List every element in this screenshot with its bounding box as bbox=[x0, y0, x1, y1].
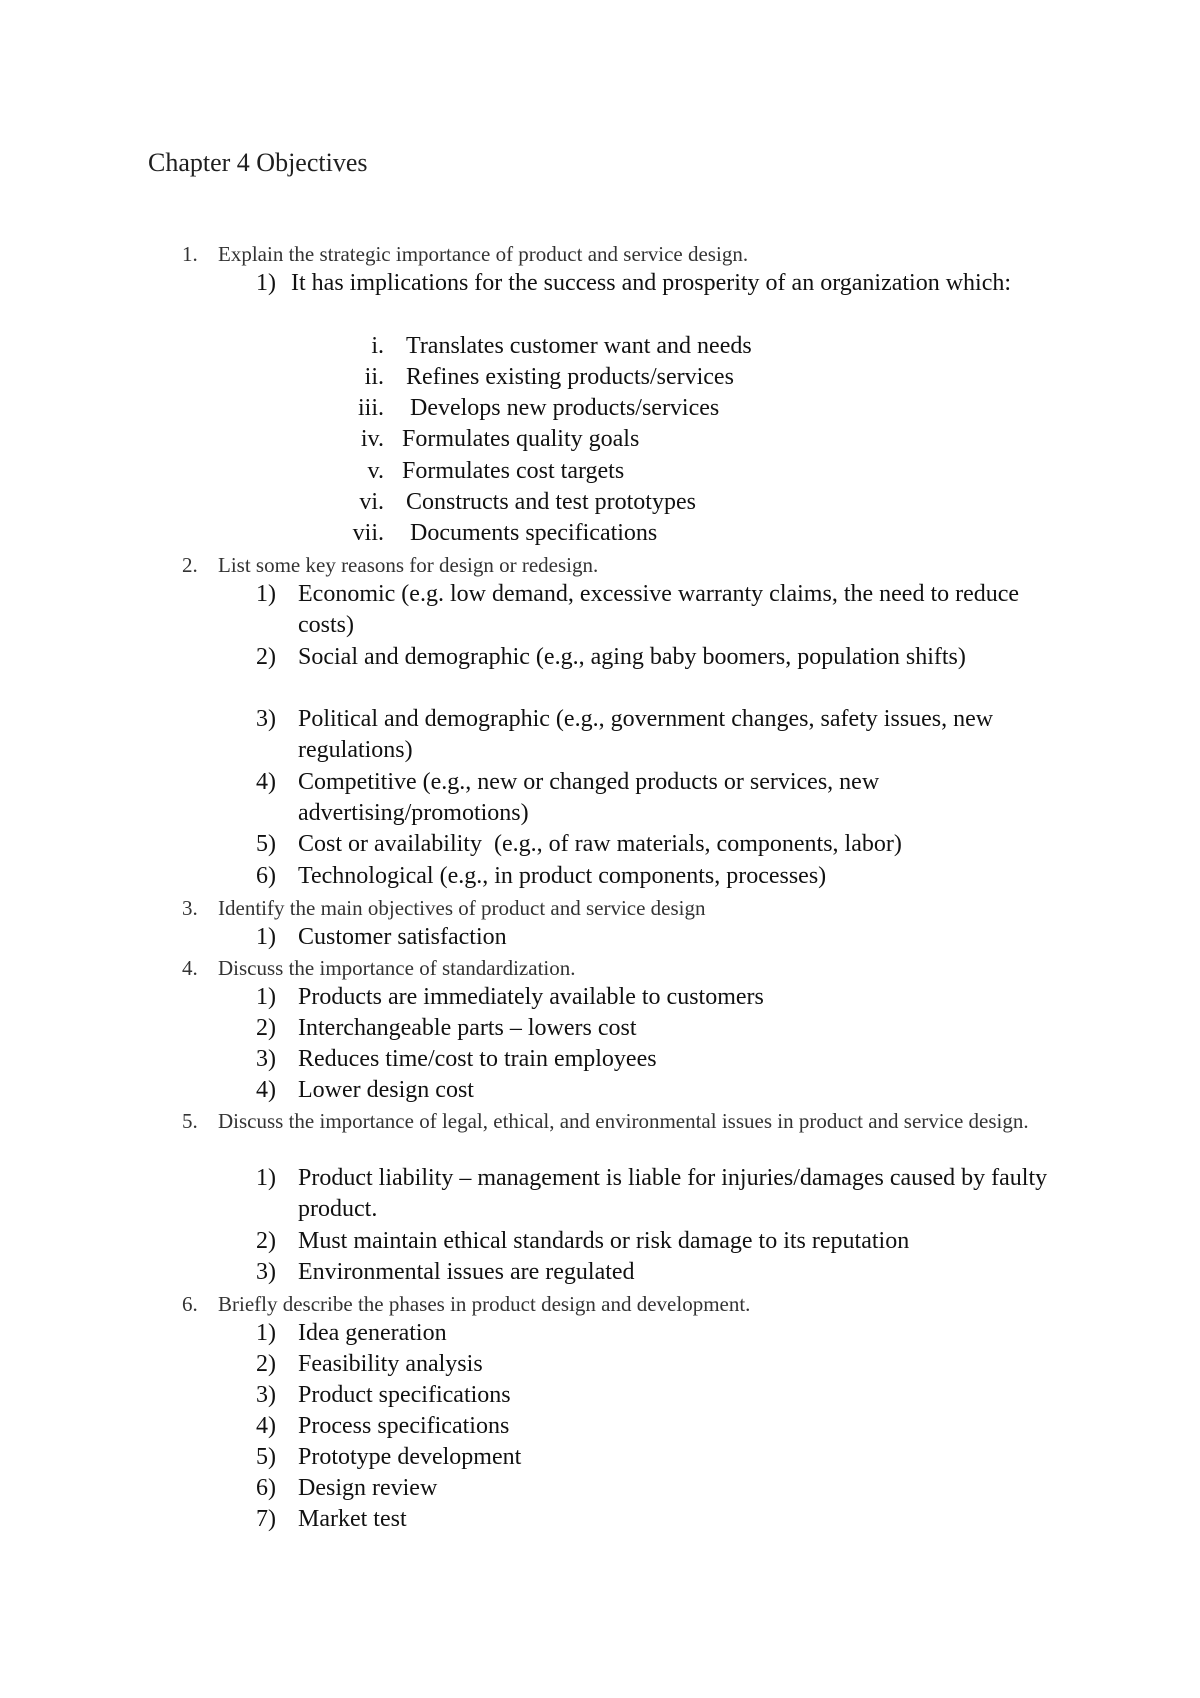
question-text: List some key reasons for design or redesign. bbox=[218, 553, 599, 577]
question-text: Identify the main objectives of product and service design bbox=[218, 896, 706, 920]
question-number: 1. bbox=[182, 242, 198, 266]
answer-number: 1) bbox=[256, 1165, 276, 1191]
answer-number: 3) bbox=[256, 1382, 276, 1408]
answer-text: Political and demographic (e.g., government changes, safety issues, new regulations) bbox=[298, 706, 994, 763]
question-text: Briefly describe the phases in product design and development. bbox=[218, 1292, 751, 1316]
sub-item-text: Refines existing products/services bbox=[406, 364, 734, 390]
answer-text: Market test bbox=[298, 1506, 407, 1532]
answer-text: Social and demographic (e.g., aging baby boomers, population shifts) bbox=[298, 644, 966, 670]
answer-number: 1) bbox=[256, 984, 276, 1010]
answer-text: Environmental issues are regulated bbox=[298, 1259, 635, 1285]
answer-text: Economic (e.g. low demand, excessive warranty claims, the need to reduce costs) bbox=[298, 581, 1020, 638]
answer-text: Idea generation bbox=[298, 1320, 447, 1346]
question-number: 6. bbox=[182, 1292, 198, 1316]
answer-text: It has implications for the success and prosperity of an organization which: bbox=[291, 270, 1012, 296]
question-text: Discuss the importance of standardization. bbox=[218, 956, 576, 980]
answer-number: 6) bbox=[256, 863, 276, 889]
sub-item-number: iii. bbox=[357, 395, 384, 421]
answer-text: Process specifications bbox=[298, 1413, 510, 1439]
answer-number: 2) bbox=[256, 1351, 276, 1377]
question-text: Discuss the importance of legal, ethical, and environmental issues in product and service design. bbox=[218, 1109, 1029, 1133]
question-number: 4. bbox=[182, 956, 198, 980]
sub-item-text: Develops new products/services bbox=[410, 395, 720, 421]
answer-number: 5) bbox=[256, 831, 276, 857]
answer-text: Competitive (e.g., new or changed products or services, new advertising/promotions) bbox=[298, 769, 880, 826]
answer-text: Product liability – management is liable for injuries/damages caused by faulty product. bbox=[298, 1165, 1048, 1222]
answer-text: Prototype development bbox=[298, 1444, 522, 1470]
answer-text: Customer satisfaction bbox=[298, 924, 507, 950]
answer-text: Interchangeable parts – lowers cost bbox=[298, 1015, 637, 1041]
sub-item-number: v. bbox=[367, 458, 384, 484]
answer-number: 2) bbox=[256, 1228, 276, 1254]
answer-number: 1) bbox=[256, 924, 276, 950]
sub-item-text: Documents specifications bbox=[410, 520, 658, 546]
sub-item-text: Translates customer want and needs bbox=[406, 333, 752, 359]
sub-item-number: vi. bbox=[359, 489, 384, 515]
sub-item-number: vii. bbox=[352, 520, 384, 546]
page-title: Chapter 4 Objectives bbox=[148, 148, 368, 177]
sub-item-number: iv. bbox=[360, 426, 384, 452]
answer-text: Design review bbox=[298, 1475, 438, 1501]
answer-number: 1) bbox=[256, 270, 276, 296]
answer-number: 3) bbox=[256, 1046, 276, 1072]
answer-text: Product specifications bbox=[298, 1382, 511, 1408]
answer-number: 4) bbox=[256, 769, 276, 795]
sub-item-number: i. bbox=[371, 333, 384, 359]
answer-number: 2) bbox=[256, 1015, 276, 1041]
sub-item-text: Constructs and test prototypes bbox=[406, 489, 696, 515]
answer-number: 2) bbox=[256, 644, 276, 670]
answer-text: Reduces time/cost to train employees bbox=[298, 1046, 657, 1072]
question-number: 5. bbox=[182, 1109, 198, 1133]
question-number: 2. bbox=[182, 553, 198, 577]
sub-item-text: Formulates quality goals bbox=[402, 426, 640, 452]
sub-item-number: ii. bbox=[364, 364, 384, 390]
question-text: Explain the strategic importance of product and service design. bbox=[218, 242, 749, 266]
answer-text: Feasibility analysis bbox=[298, 1351, 483, 1377]
answer-number: 5) bbox=[256, 1444, 276, 1470]
answer-number: 6) bbox=[256, 1475, 276, 1501]
answer-text: Lower design cost bbox=[298, 1077, 474, 1103]
question-number: 3. bbox=[182, 896, 198, 920]
answer-number: 1) bbox=[256, 581, 276, 607]
answer-text: Cost or availability (e.g., of raw materials, components, labor) bbox=[298, 831, 902, 857]
answer-number: 4) bbox=[256, 1413, 276, 1439]
answer-text: Products are immediately available to customers bbox=[298, 984, 764, 1010]
answer-number: 1) bbox=[256, 1320, 276, 1346]
answer-text: Technological (e.g., in product components, processes) bbox=[298, 863, 827, 889]
answer-number: 4) bbox=[256, 1077, 276, 1103]
answer-number: 3) bbox=[256, 1259, 276, 1285]
answer-number: 3) bbox=[256, 706, 276, 732]
answer-number: 7) bbox=[256, 1506, 276, 1532]
answer-text: Must maintain ethical standards or risk damage to its reputation bbox=[298, 1228, 910, 1254]
sub-item-text: Formulates cost targets bbox=[402, 458, 625, 484]
